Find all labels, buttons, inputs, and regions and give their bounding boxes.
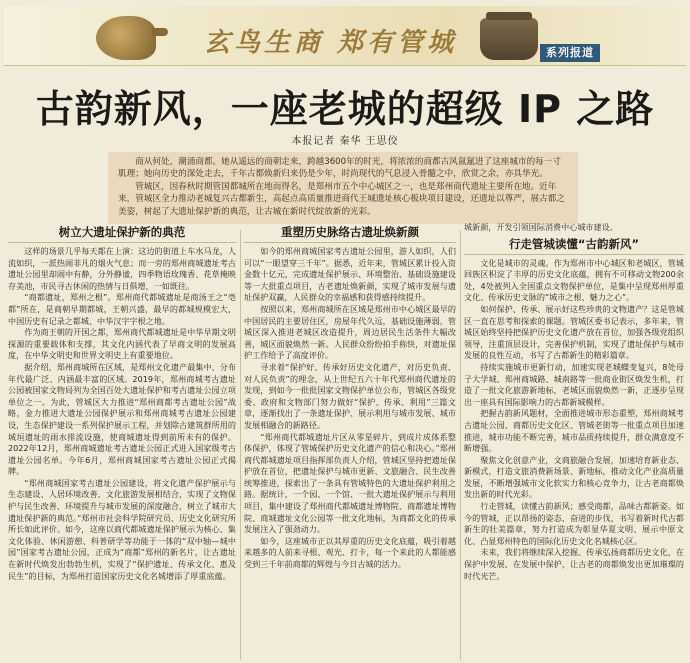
lead-paragraph: 商从何处，潮涌商都。她从遥远的商朝走来，跨越3600年的时光，将浓浓的商都古风氤氲进了这座城市的每一寸肌理；她向历史的深处走去，千年古都焕新归来仍是少年，时尚现代的气息浸入骨髓之中，欣赏之余，亦具华光。 [118, 157, 561, 180]
paragraph: 这样的场景几乎每天都在上演：这边的街道上车水马龙，人流如织，一派热闹非凡的烟火气息；而一旁的郑州商城遗址考古遗址公园里却闹中有静，分外静谧，四季物语玫瑰香、花草掩映存美池，市民寻古休闲的热情与日俱增，一如既往。 [8, 246, 236, 291]
paragraph: 据介绍，郑州商城所在区域，是郑州文化遗产最集中、分布年代最广泛、内涵最丰富的区域。2019年，郑州商城考古遗址公园被国家文物局列为全国百处大遗址保护和考古遗址公园立项单位之一。为此，管城区大力推进“郑州商都考古遗址公园”战略，金力推进大遗址公园保护展示和郑州商城考古遗址公园建设，生态保护建设一系列保护展示工程，并划除古建筑群所用的城垣遗址的雨水排流设施，使商城遗址得到前所未有的保护。2022年12月，郑州商城遗址考古遗址公园正式进入国家级考古遗址公园名单。今年6月，郑州商城国家考古遗址公园正式揭牌。 [8, 361, 236, 477]
column-1 [8, 222, 236, 662]
paragraph: 寻求着“保护好、传承好历史文化遗产，对历史负责、对人民负责”的理念，从上世纪五六十年代郑州商代遗址的发现，到如今一批批国家文物保护单位公布，管城区各级党委、政府和文物部门努力做好“保护、传承、利用”三篇文章，逐渐找出了一条遗址保护、展示利用与城市发展、城市发展相融合的新路径。 [244, 361, 456, 430]
paragraph: 行走管城，读懂古韵新风；感受商都，品味古都新姿。如今的管城，正以昂扬的姿态、奋进的步伐，书写着新时代古都新生的壮美篇章，努力打造成为彰显华夏文明、展示中原文化、凸显郑州特色的国际化历史文化名城核心区。 [464, 501, 684, 546]
section-heading: 重塑历史脉络古遗址焕新颜 [244, 224, 456, 243]
headline: 古韵新风，一座老城的超级 IP 之路 [35, 87, 655, 131]
paragraph: “郑州商城国家考古遗址公园建设，将文化遗产保护展示与生态建设、人居环境改善、文化旅游发展相结合，实现了文物保护与民生改善、环境提升与城市发展的深度融合，树立了城市大遗址保护新的典范。”郑州市社会科学院研究员、历史文化研究所所长如此评价。如今，这座以商代都城遗址保护展示为核心、集文化体验、休闲游憩、科普研学等功能于一体的“双中轴—城中园”国家考古遗址公园，正成为“商都”郑州的新名片，让古遗址在新时代焕发出勃勃生机，实现了“保护遗址、传承文化、惠及民生”的目标，为郑州打造国家历史文化名城增添了厚重底蕴。 [8, 477, 236, 581]
paragraph: 如今，这座城市正以其厚重的历史文化底蕴，吸引着越来越多的人前来寻根、观光、打卡，每一个来此的人都能感受到三千年前商都的辉煌与今日古城的活力。 [244, 535, 456, 570]
paragraph: 聚焦文化创意产业，文商旅融合发展，加速培育新业态、新模式，打造文旅消费新场景、新地标，推动文化产业高质量发展，不断增强城市文化软实力和核心竞争力，让古老商都焕发出新的时代光彩。 [464, 454, 684, 500]
byline: 本报记者 秦华 王思佼 [291, 136, 399, 147]
paragraph: 如今的郑州商城国家考古遗址公园里，游人如织，人们可以“一眼望穿三千年”。据悉，近年来，管城区累计投入资金数十亿元，完成遗址保护展示、环境整治、基础设施建设等一大批重点项目，古老遗址焕新颜，实现了城市发展与遗址保护双赢，人民群众的幸福感和获得感持续提升。 [244, 246, 456, 303]
column-divider [240, 230, 241, 660]
paragraph: 持续实施城市更新行动，加速实现老城蝶变复兴，8处母子大学城、郑州商城路、城南路等一批商业街区焕发生机，打造了一批文化旅游新地标，老城区面貌焕然一新，正逐步呈现出一座具有国际影响力的古都新城模样。 [464, 361, 684, 407]
column-3 [464, 222, 684, 662]
column-2 [244, 222, 456, 662]
paragraph: 作为商王朝的开国之都，郑州商代都城遗址是中华早期文明探源的重要载体和支撑，其文化内涵代表了早商文明的发展高度，在中华文明史和世界文明史上有重要地位。 [8, 327, 236, 361]
series-banner [4, 6, 686, 66]
series-tag: 系列报道 [540, 44, 600, 62]
lead-paragraph: 管城区，因春秋时期管国都城所在地而得名，是郑州市五个中心城区之一，也是郑州商代遗址主要所在地。近年来，管城区全力推动老城复兴古都新生，高起点高质量推进商代王城遗址核心板块项目建设，还遗址以尊严，展古都之美姿，树起了大遗址保护新的典范，让古城在新时代绽放新的光彩。 [118, 181, 565, 217]
bronze-vessel-icon [480, 18, 538, 60]
paragraph: “商都遗址，郑州之根”。郑州商代都城遗址是商汤王之“亳都”所在，是商朝早期都城，王朝兴盛，最早的都城规模宏大，中国历史有记录之都城、中华汉字字根之地。 [8, 292, 236, 326]
paragraph: 文化是城市的灵魂。作为郑州市中心城区和老城区，管城回族区积淀了丰厚的历史文化底蕴，拥有不可移动文物200余处，4处被列入全国重点文物保护单位，是集中呈现郑州厚重文化、传承历史文脉的“城市之根、魅力之心”。 [464, 257, 684, 303]
paragraph: 如何保护、传承、展示好这些珍贵的文物遗产？这是管城区一直在思考和探索的课题。管城区委书记表示，多年来，管城区始终坚持把保护历史文化遗产放在首位，加强各级党组织领导，注重顶层设计，完善保护机制，实现了遗址保护与城市发展的良性互动，书写了古都新生的精彩篇章。 [464, 303, 684, 361]
paragraph: 未来，我们将继续深入挖掘、传承弘扬商都历史文化，在保护中发展、在发展中保护，让古老的商都焕发出更加璀璨的时代光芒。 [464, 547, 684, 581]
paragraph: “郑州商代都城遗址片区从零星碎片，到成片成体系整体保护，体现了管城保护历史文化遗产的信心和决心。”郑州商代都城遗址项目指挥部负责人介绍，管城区坚持把遗址保护放在首位，把遗址保护与城市更新、文旅融合、民生改善统筹推进，探索出了一条具有管城特色的大遗址保护利用之路。据统计，一个园、一个馆、一批大遗址保护展示与利用项目，集中建设了郑州商代都城遗址博物院、商都遗址博物院、商城遗址文化公园等一批文化地标，为商都文化的传承发展注入了强劲动力。 [244, 431, 456, 535]
lead-box [108, 152, 578, 224]
bronze-bird-icon [96, 16, 156, 60]
section-heading: 树立大遗址保护新的典范 [8, 224, 236, 243]
column-divider [460, 230, 461, 660]
series-slogan: 玄鸟生商 郑有管城 [204, 28, 458, 58]
section-heading: 行走管城读懂“古韵新风” [464, 236, 684, 255]
paragraph: 城新颜，开发引领国际消费中心城市建设。 [464, 222, 618, 232]
paragraph: 把握古韵新风题材，全面推进城市形态重塑，郑州商城考古遗址公园、商都历史文化区、管城老街等一批重点项目加速推进，城市功能不断完善，城市品质持续提升，群众满意度不断增强。 [464, 408, 684, 454]
paragraph: 按照以来，郑州商城所在区域是郑州市中心城区最早的中国居民的主要居住区，房屋年代久远，基础设施薄弱，管城区深入推进老城区改造提升，周边居民生活条件大幅改善，城区面貌焕然一新。人民群众纷纷拍手称快，对遗址保护工作给予了高度评价。 [244, 303, 456, 361]
